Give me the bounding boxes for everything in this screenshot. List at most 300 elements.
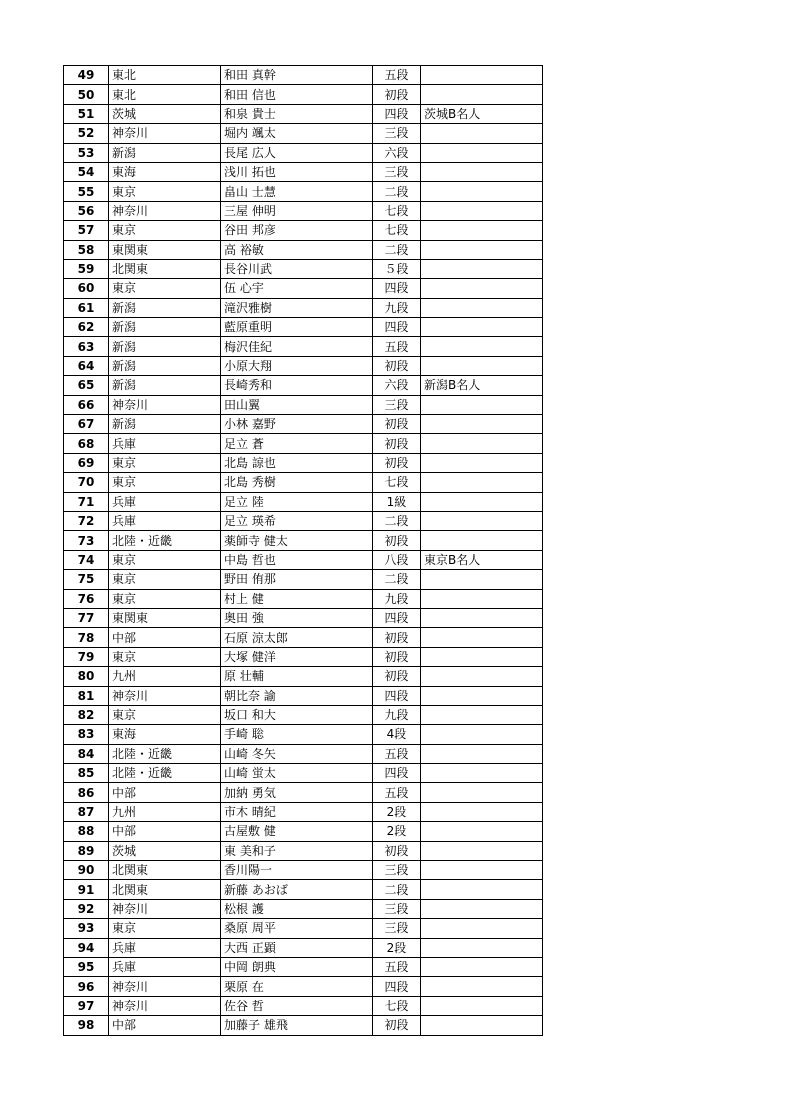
- rank-cell: 五段: [373, 957, 421, 976]
- entry-number: 96: [64, 977, 109, 996]
- player-name: 足立 蒼: [221, 434, 373, 453]
- rank-cell: 1級: [373, 492, 421, 511]
- rank-cell: 九段: [373, 589, 421, 608]
- entry-number: 55: [64, 182, 109, 201]
- rank-cell: 七段: [373, 996, 421, 1015]
- note-cell: [421, 162, 543, 181]
- player-name: 伍 心宇: [221, 279, 373, 298]
- rank-cell: 八段: [373, 550, 421, 569]
- table-row: [64, 667, 543, 686]
- player-name: 藍原重明: [221, 318, 373, 337]
- rank-cell: ５段: [373, 259, 421, 278]
- region-cell: 東海: [109, 162, 221, 181]
- region-cell: 東京: [109, 182, 221, 201]
- entry-number: 71: [64, 492, 109, 511]
- table-row: [64, 221, 543, 240]
- note-cell: [421, 143, 543, 162]
- rank-cell: 三段: [373, 162, 421, 181]
- rank-cell: 四段: [373, 104, 421, 123]
- table-row: [64, 124, 543, 143]
- note-cell: [421, 434, 543, 453]
- table-row: [64, 725, 543, 744]
- rank-cell: 初段: [373, 415, 421, 434]
- table-row: [64, 415, 543, 434]
- rank-cell: 二段: [373, 570, 421, 589]
- region-cell: 北陸・近畿: [109, 531, 221, 550]
- rank-cell: 初段: [373, 667, 421, 686]
- rank-cell: 五段: [373, 783, 421, 802]
- region-cell: 東京: [109, 705, 221, 724]
- region-cell: 東京: [109, 589, 221, 608]
- rank-cell: 三段: [373, 899, 421, 918]
- table-row: [64, 376, 543, 395]
- note-cell: [421, 705, 543, 724]
- rank-cell: 四段: [373, 764, 421, 783]
- rank-cell: 4段: [373, 725, 421, 744]
- note-cell: [421, 861, 543, 880]
- rank-cell: 七段: [373, 221, 421, 240]
- note-cell: [421, 628, 543, 647]
- entry-number: 69: [64, 453, 109, 472]
- table-row: [64, 938, 543, 957]
- table-row: [64, 356, 543, 375]
- table-row: [64, 589, 543, 608]
- entry-number: 53: [64, 143, 109, 162]
- note-cell: [421, 841, 543, 860]
- note-cell: [421, 802, 543, 821]
- player-name: 谷田 邦彦: [221, 221, 373, 240]
- entry-number: 82: [64, 705, 109, 724]
- player-name: 松根 護: [221, 899, 373, 918]
- note-cell: [421, 279, 543, 298]
- player-name: 足立 陸: [221, 492, 373, 511]
- note-cell: [421, 531, 543, 550]
- region-cell: 中部: [109, 783, 221, 802]
- region-cell: 兵庫: [109, 511, 221, 530]
- region-cell: 北関東: [109, 880, 221, 899]
- entry-number: 74: [64, 550, 109, 569]
- entry-number: 76: [64, 589, 109, 608]
- rank-cell: 四段: [373, 318, 421, 337]
- entry-number: 68: [64, 434, 109, 453]
- region-cell: 中部: [109, 1016, 221, 1035]
- rank-cell: 五段: [373, 337, 421, 356]
- player-name: 梅沢佳紀: [221, 337, 373, 356]
- player-name: 小原大翔: [221, 356, 373, 375]
- table-row: [64, 85, 543, 104]
- table-row: [64, 240, 543, 259]
- rank-cell: 四段: [373, 279, 421, 298]
- note-cell: [421, 124, 543, 143]
- note-cell: [421, 880, 543, 899]
- rank-cell: 二段: [373, 240, 421, 259]
- note-cell: 茨城B名人: [421, 104, 543, 123]
- note-cell: [421, 744, 543, 763]
- player-name: 東 美和子: [221, 841, 373, 860]
- rank-cell: 初段: [373, 647, 421, 666]
- note-cell: [421, 996, 543, 1015]
- player-name: 香川陽一: [221, 861, 373, 880]
- player-name: 新藤 あおば: [221, 880, 373, 899]
- note-cell: [421, 764, 543, 783]
- player-name: 加納 勇気: [221, 783, 373, 802]
- rank-cell: 五段: [373, 744, 421, 763]
- region-cell: 北関東: [109, 259, 221, 278]
- note-cell: [421, 66, 543, 85]
- note-cell: [421, 783, 543, 802]
- note-cell: [421, 453, 543, 472]
- rank-cell: 初段: [373, 434, 421, 453]
- entry-number: 64: [64, 356, 109, 375]
- rank-cell: 七段: [373, 473, 421, 492]
- entry-number: 50: [64, 85, 109, 104]
- player-name: 畠山 士慧: [221, 182, 373, 201]
- player-name: 中岡 朗典: [221, 957, 373, 976]
- region-cell: 中部: [109, 822, 221, 841]
- player-name: 北島 秀樹: [221, 473, 373, 492]
- region-cell: 神奈川: [109, 899, 221, 918]
- rank-cell: 三段: [373, 919, 421, 938]
- region-cell: 兵庫: [109, 957, 221, 976]
- entry-number: 63: [64, 337, 109, 356]
- note-cell: [421, 957, 543, 976]
- player-name: 桑原 周平: [221, 919, 373, 938]
- table-row: [64, 473, 543, 492]
- table-row: [64, 531, 543, 550]
- entry-number: 49: [64, 66, 109, 85]
- table-row: [64, 162, 543, 181]
- entry-number: 59: [64, 259, 109, 278]
- table-row: [64, 143, 543, 162]
- player-name: 市木 晴紀: [221, 802, 373, 821]
- region-cell: 東京: [109, 279, 221, 298]
- region-cell: 東京: [109, 473, 221, 492]
- region-cell: 北陸・近畿: [109, 744, 221, 763]
- player-name: 和田 真幹: [221, 66, 373, 85]
- region-cell: 新潟: [109, 356, 221, 375]
- table-row: [64, 880, 543, 899]
- entry-number: 70: [64, 473, 109, 492]
- table-row: [64, 899, 543, 918]
- entry-number: 67: [64, 415, 109, 434]
- table-row: [64, 104, 543, 123]
- rank-cell: 九段: [373, 298, 421, 317]
- note-cell: [421, 608, 543, 627]
- entry-number: 88: [64, 822, 109, 841]
- note-cell: [421, 298, 543, 317]
- player-name: 和泉 貴士: [221, 104, 373, 123]
- region-cell: 東関東: [109, 240, 221, 259]
- entry-number: 83: [64, 725, 109, 744]
- table-row: [64, 744, 543, 763]
- note-cell: [421, 570, 543, 589]
- entry-number: 62: [64, 318, 109, 337]
- note-cell: 新潟B名人: [421, 376, 543, 395]
- entry-number: 73: [64, 531, 109, 550]
- player-name: 加藤子 雄飛: [221, 1016, 373, 1035]
- player-name: 朝比奈 諭: [221, 686, 373, 705]
- note-cell: [421, 201, 543, 220]
- note-cell: [421, 221, 543, 240]
- entry-number: 98: [64, 1016, 109, 1035]
- table-row: [64, 996, 543, 1015]
- rank-cell: 七段: [373, 201, 421, 220]
- player-name: 北島 諒也: [221, 453, 373, 472]
- region-cell: 九州: [109, 667, 221, 686]
- rank-cell: 初段: [373, 453, 421, 472]
- rank-cell: 初段: [373, 628, 421, 647]
- rank-cell: 六段: [373, 376, 421, 395]
- entry-number: 56: [64, 201, 109, 220]
- table-row: [64, 977, 543, 996]
- region-cell: 九州: [109, 802, 221, 821]
- note-cell: [421, 182, 543, 201]
- player-name: 滝沢雅樹: [221, 298, 373, 317]
- note-cell: [421, 686, 543, 705]
- player-name: 和田 信也: [221, 85, 373, 104]
- entry-number: 57: [64, 221, 109, 240]
- table-row: [64, 337, 543, 356]
- entry-number: 66: [64, 395, 109, 414]
- region-cell: 神奈川: [109, 686, 221, 705]
- table-row: [64, 511, 543, 530]
- note-cell: [421, 919, 543, 938]
- player-name: 長崎秀和: [221, 376, 373, 395]
- player-name: 坂口 和大: [221, 705, 373, 724]
- rank-cell: 三段: [373, 861, 421, 880]
- rank-cell: 四段: [373, 608, 421, 627]
- region-cell: 東京: [109, 221, 221, 240]
- note-cell: [421, 259, 543, 278]
- note-cell: [421, 318, 543, 337]
- entry-number: 61: [64, 298, 109, 317]
- region-cell: 神奈川: [109, 395, 221, 414]
- entry-number: 87: [64, 802, 109, 821]
- player-name: 山崎 蛍太: [221, 764, 373, 783]
- player-name: 薬師寺 健太: [221, 531, 373, 550]
- rank-cell: 三段: [373, 395, 421, 414]
- note-cell: [421, 725, 543, 744]
- table-row: [64, 550, 543, 569]
- region-cell: 兵庫: [109, 938, 221, 957]
- rank-cell: 2段: [373, 802, 421, 821]
- region-cell: 東京: [109, 570, 221, 589]
- rank-cell: 初段: [373, 841, 421, 860]
- table-row: [64, 298, 543, 317]
- rank-cell: 初段: [373, 1016, 421, 1035]
- region-cell: 茨城: [109, 841, 221, 860]
- region-cell: 神奈川: [109, 977, 221, 996]
- entry-number: 92: [64, 899, 109, 918]
- table-row: [64, 628, 543, 647]
- note-cell: [421, 415, 543, 434]
- player-name: 長尾 広人: [221, 143, 373, 162]
- table-row: [64, 492, 543, 511]
- note-cell: [421, 240, 543, 259]
- table-row: [64, 802, 543, 821]
- note-cell: [421, 667, 543, 686]
- table-row: [64, 201, 543, 220]
- player-name: 小林 嘉野: [221, 415, 373, 434]
- entry-number: 80: [64, 667, 109, 686]
- entry-number: 60: [64, 279, 109, 298]
- table-row: [64, 608, 543, 627]
- note-cell: [421, 899, 543, 918]
- note-cell: [421, 492, 543, 511]
- player-name: 三屋 伸明: [221, 201, 373, 220]
- entry-number: 89: [64, 841, 109, 860]
- region-cell: 東京: [109, 647, 221, 666]
- player-name: 大西 正顕: [221, 938, 373, 957]
- entry-number: 77: [64, 608, 109, 627]
- note-cell: [421, 511, 543, 530]
- table-row: [64, 570, 543, 589]
- table-row: [64, 259, 543, 278]
- table-row: [64, 395, 543, 414]
- rank-cell: 二段: [373, 511, 421, 530]
- rank-cell: 二段: [373, 880, 421, 899]
- table-row: [64, 764, 543, 783]
- rank-cell: 九段: [373, 705, 421, 724]
- region-cell: 新潟: [109, 298, 221, 317]
- entry-number: 85: [64, 764, 109, 783]
- rank-cell: 初段: [373, 356, 421, 375]
- region-cell: 兵庫: [109, 434, 221, 453]
- region-cell: 中部: [109, 628, 221, 647]
- player-name: 高 裕敏: [221, 240, 373, 259]
- region-cell: 東京: [109, 453, 221, 472]
- player-name: 中島 哲也: [221, 550, 373, 569]
- player-name: 手崎 聡: [221, 725, 373, 744]
- note-cell: [421, 85, 543, 104]
- region-cell: 東北: [109, 66, 221, 85]
- entry-number: 51: [64, 104, 109, 123]
- region-cell: 新潟: [109, 415, 221, 434]
- table-row: [64, 705, 543, 724]
- rank-cell: 2段: [373, 822, 421, 841]
- table-row: [64, 318, 543, 337]
- entry-number: 65: [64, 376, 109, 395]
- entry-number: 84: [64, 744, 109, 763]
- player-name: 田山翼: [221, 395, 373, 414]
- note-cell: [421, 977, 543, 996]
- region-cell: 東海: [109, 725, 221, 744]
- table-row: [64, 434, 543, 453]
- region-cell: 新潟: [109, 376, 221, 395]
- table-row: [64, 822, 543, 841]
- note-cell: [421, 473, 543, 492]
- entry-number: 75: [64, 570, 109, 589]
- table-row: [64, 686, 543, 705]
- table-row: [64, 279, 543, 298]
- rank-cell: 2段: [373, 938, 421, 957]
- player-name: 栗原 在: [221, 977, 373, 996]
- entry-number: 94: [64, 938, 109, 957]
- rank-cell: 二段: [373, 182, 421, 201]
- player-name: 奥田 強: [221, 608, 373, 627]
- region-cell: 新潟: [109, 337, 221, 356]
- player-name: 石原 涼太郎: [221, 628, 373, 647]
- player-name: 足立 瑛希: [221, 511, 373, 530]
- entry-number: 78: [64, 628, 109, 647]
- note-cell: [421, 356, 543, 375]
- region-cell: 神奈川: [109, 124, 221, 143]
- table-row: [64, 647, 543, 666]
- table-row: [64, 957, 543, 976]
- roster-table: [63, 65, 543, 1036]
- player-name: 村上 健: [221, 589, 373, 608]
- entry-number: 72: [64, 511, 109, 530]
- roster-body: [64, 66, 543, 1036]
- note-cell: [421, 822, 543, 841]
- table-row: [64, 182, 543, 201]
- note-cell: [421, 647, 543, 666]
- entry-number: 81: [64, 686, 109, 705]
- entry-number: 79: [64, 647, 109, 666]
- table-row: [64, 66, 543, 85]
- player-name: 野田 侑那: [221, 570, 373, 589]
- table-row: [64, 453, 543, 472]
- note-cell: [421, 1016, 543, 1035]
- player-name: 佐谷 哲: [221, 996, 373, 1015]
- player-name: 大塚 健洋: [221, 647, 373, 666]
- note-cell: [421, 938, 543, 957]
- entry-number: 52: [64, 124, 109, 143]
- entry-number: 90: [64, 861, 109, 880]
- entry-number: 86: [64, 783, 109, 802]
- table-row: [64, 841, 543, 860]
- player-name: 堀内 颯太: [221, 124, 373, 143]
- rank-cell: 初段: [373, 85, 421, 104]
- table-row: [64, 783, 543, 802]
- rank-cell: 三段: [373, 124, 421, 143]
- rank-cell: 四段: [373, 686, 421, 705]
- rank-cell: 六段: [373, 143, 421, 162]
- region-cell: 東関東: [109, 608, 221, 627]
- region-cell: 東北: [109, 85, 221, 104]
- region-cell: 神奈川: [109, 201, 221, 220]
- region-cell: 兵庫: [109, 492, 221, 511]
- entry-number: 95: [64, 957, 109, 976]
- region-cell: 北関東: [109, 861, 221, 880]
- entry-number: 97: [64, 996, 109, 1015]
- table-row: [64, 861, 543, 880]
- player-name: 山崎 冬矢: [221, 744, 373, 763]
- entry-number: 91: [64, 880, 109, 899]
- rank-cell: 五段: [373, 66, 421, 85]
- rank-cell: 四段: [373, 977, 421, 996]
- region-cell: 神奈川: [109, 996, 221, 1015]
- entry-number: 93: [64, 919, 109, 938]
- player-name: 浅川 拓也: [221, 162, 373, 181]
- player-name: 原 壮輔: [221, 667, 373, 686]
- region-cell: 東京: [109, 919, 221, 938]
- region-cell: 東京: [109, 550, 221, 569]
- player-name: 古屋敷 健: [221, 822, 373, 841]
- region-cell: 茨城: [109, 104, 221, 123]
- note-cell: [421, 589, 543, 608]
- player-name: 長谷川武: [221, 259, 373, 278]
- rank-cell: 初段: [373, 531, 421, 550]
- note-cell: [421, 337, 543, 356]
- table-row: [64, 1016, 543, 1035]
- region-cell: 新潟: [109, 143, 221, 162]
- region-cell: 新潟: [109, 318, 221, 337]
- entry-number: 58: [64, 240, 109, 259]
- table-row: [64, 919, 543, 938]
- region-cell: 北陸・近畿: [109, 764, 221, 783]
- note-cell: 東京B名人: [421, 550, 543, 569]
